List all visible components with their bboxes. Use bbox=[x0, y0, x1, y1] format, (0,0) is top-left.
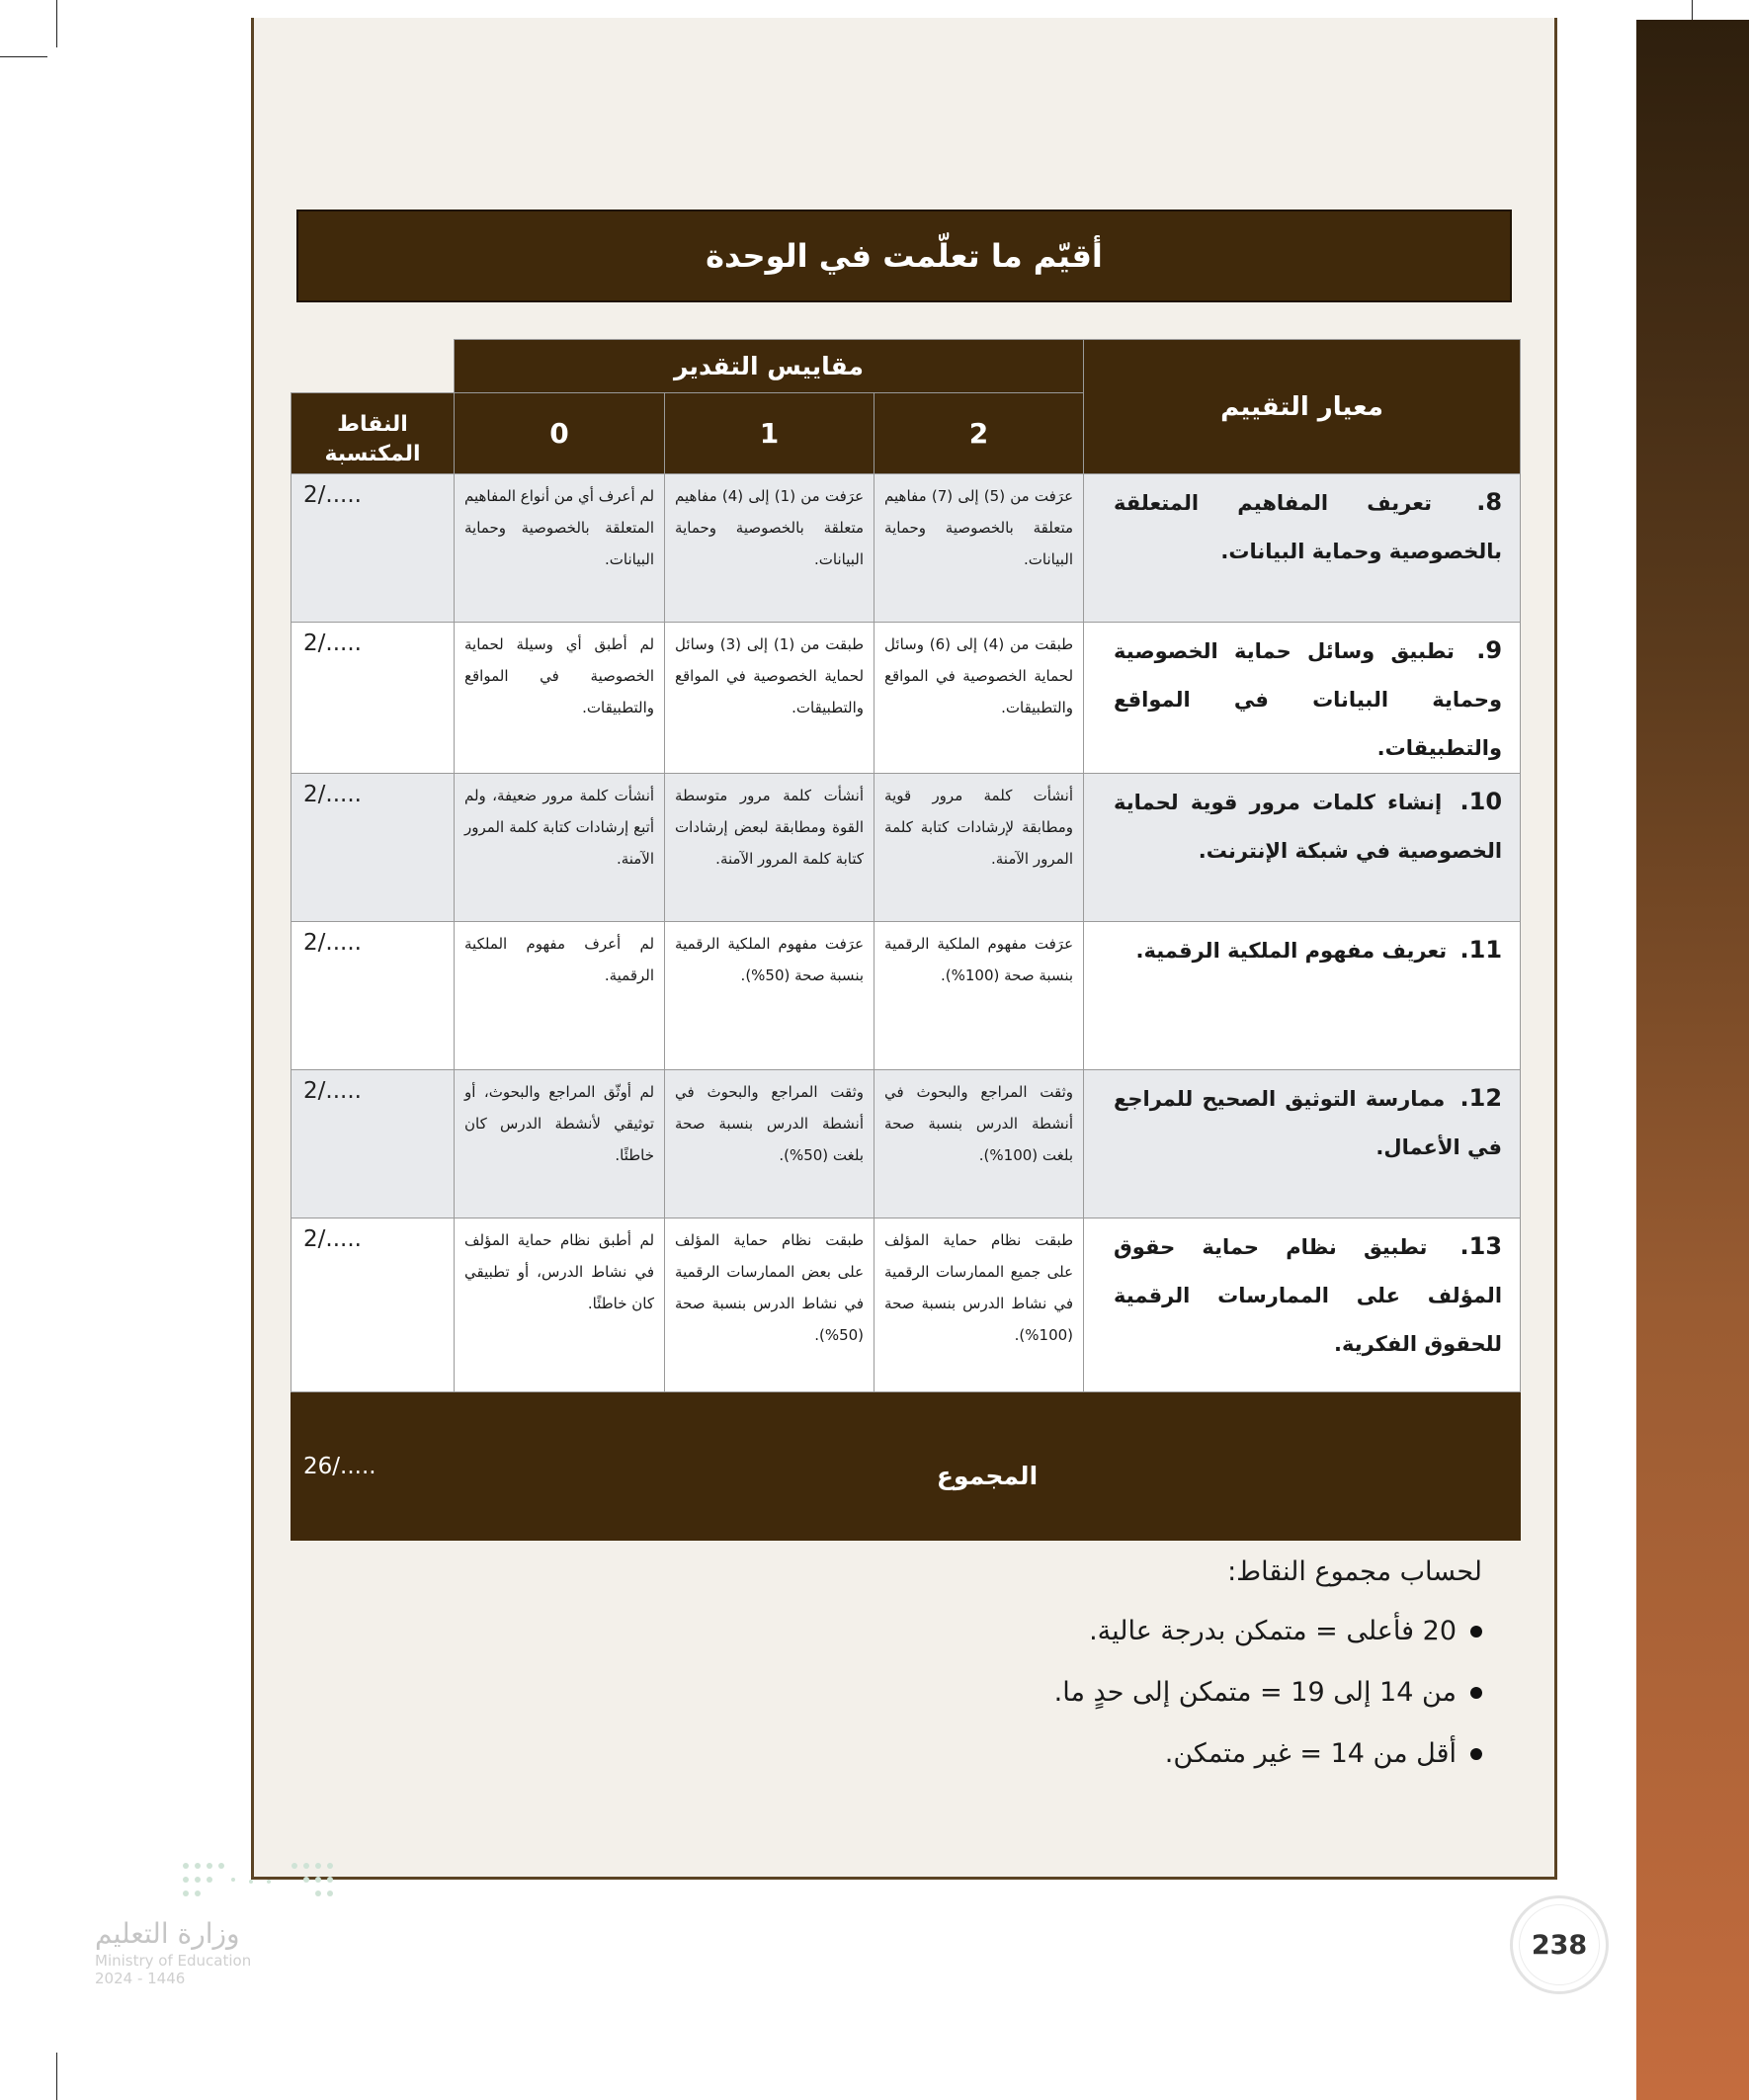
scoring-item: 20 فأعلى = متمكن بدرجة عالية. bbox=[1089, 1616, 1457, 1646]
level-0-cell: لم أطبق نظام حماية المؤلف في نشاط الدرس، أو تطبيقي كان خاطئًا. bbox=[455, 1218, 665, 1392]
table-row bbox=[292, 922, 1521, 1070]
ministry-name-ar: وزارة التعليم bbox=[95, 1917, 240, 1950]
bullet-icon bbox=[1470, 1626, 1482, 1638]
table-row bbox=[292, 1070, 1521, 1218]
table-row bbox=[292, 1218, 1521, 1392]
header-criterion: معيار التقييم bbox=[1084, 340, 1521, 474]
criterion-cell bbox=[1084, 1218, 1521, 1392]
total-row bbox=[292, 1392, 1521, 1541]
criterion-text: تعريف مفهوم الملكية الرقمية. bbox=[1135, 939, 1448, 963]
points-cell: 2/..... bbox=[292, 1070, 455, 1218]
level-1-cell: وثقت المراجع والبحوث في أنشطة الدرس بنسبة صحة بلغت (50%). bbox=[665, 1070, 874, 1218]
bullet-icon bbox=[1470, 1687, 1482, 1699]
points-cell: 2/..... bbox=[292, 1218, 455, 1392]
criterion-cell bbox=[1084, 623, 1521, 774]
crop-mark bbox=[56, 0, 57, 47]
row-number: 8. bbox=[1476, 488, 1503, 516]
criterion-text: إنشاء كلمات مرور قوية لحماية الخصوصية في شبكة الإنترنت. bbox=[1114, 791, 1503, 863]
criterion-cell bbox=[1084, 1070, 1521, 1218]
criterion-text: ممارسة التوثيق الصحيح للمراجع في الأعمال. bbox=[1114, 1087, 1503, 1159]
level-1-cell: عرَفت مفهوم الملكية الرقمية بنسبة صحة (50%). bbox=[665, 922, 874, 1070]
level-2-cell: أنشأت كلمة مرور قوية ومطابقة لإرشادات كتابة كلمة المرور الآمنة. bbox=[874, 774, 1084, 922]
table-row bbox=[292, 623, 1521, 774]
page-number-badge bbox=[1510, 1895, 1609, 1994]
header-level-0: 0 bbox=[455, 393, 665, 474]
criterion-text: تطبيق وسائل حماية الخصوصية وحماية البيانات في المواقع والتطبيقات. bbox=[1114, 639, 1503, 760]
criterion-cell bbox=[1084, 922, 1521, 1070]
header-level-2: 2 bbox=[874, 393, 1084, 474]
level-2-cell: طبقت من (4) إلى (6) وسائل لحماية الخصوصية في المواقع والتطبيقات. bbox=[874, 623, 1084, 774]
scoring-item: من 14 إلى 19 = متمكن إلى حدٍ ما. bbox=[1053, 1677, 1457, 1708]
header-points: النقاط المكتسبة bbox=[292, 393, 455, 474]
table-row bbox=[292, 774, 1521, 922]
ministry-name-en: Ministry of Education bbox=[95, 1952, 252, 1970]
scoring-item: أقل من 14 = غير متمكن. bbox=[1164, 1738, 1457, 1769]
decorative-sidebar bbox=[1636, 20, 1749, 2100]
level-0-cell: أنشأت كلمة مرور ضعيفة، ولم أتبع إرشادات كتابة كلمة المرور الآمنة. bbox=[455, 774, 665, 922]
level-0-cell: لم أعرف أي من أنواع المفاهيم المتعلقة بالخصوصية وحماية البيانات. bbox=[455, 474, 665, 623]
criterion-cell bbox=[1084, 774, 1521, 922]
bullet-icon bbox=[1470, 1748, 1482, 1760]
level-1-cell: طبقت نظام حماية المؤلف على بعض الممارسات الرقمية في نشاط الدرس بنسبة صحة (50%). bbox=[665, 1218, 874, 1392]
level-2-cell: عرَفت مفهوم الملكية الرقمية بنسبة صحة (100%). bbox=[874, 922, 1084, 1070]
criterion-text: تطبيق نظام حماية حقوق المؤلف على الممارسات الرقمية للحقوق الفكرية. bbox=[1114, 1235, 1503, 1356]
points-cell: 2/..... bbox=[292, 774, 455, 922]
total-points: 26/..... bbox=[292, 1392, 455, 1541]
total-label: المجموع bbox=[455, 1392, 1521, 1541]
logo-dots-icon bbox=[176, 1858, 344, 1905]
list-item bbox=[692, 1662, 1482, 1723]
level-2-cell: وثقت المراجع والبحوث في أنشطة الدرس بنسبة صحة بلغت (100%). bbox=[874, 1070, 1084, 1218]
points-cell: 2/..... bbox=[292, 922, 455, 1070]
header-spacer bbox=[292, 340, 455, 393]
section-banner bbox=[296, 210, 1512, 302]
level-0-cell: لم أعرف مفهوم الملكية الرقمية. bbox=[455, 922, 665, 1070]
scoring-title: لحساب مجموع النقاط: bbox=[1227, 1556, 1482, 1587]
level-2-cell: عرَفت من (5) إلى (7) مفاهيم متعلقة بالخصوصية وحماية البيانات. bbox=[874, 474, 1084, 623]
header-level-1: 1 bbox=[665, 393, 874, 474]
ministry-logo bbox=[95, 1858, 273, 1987]
row-number: 13. bbox=[1459, 1232, 1503, 1260]
scoring-guide bbox=[692, 1556, 1482, 1785]
level-2-cell: طبقت نظام حماية المؤلف على جميع الممارسات الرقمية في نشاط الدرس بنسبة صحة (100%). bbox=[874, 1218, 1084, 1392]
page-title: أقيّم ما تعلّمت في الوحدة bbox=[706, 237, 1103, 275]
row-number: 11. bbox=[1459, 936, 1503, 964]
rubric-table bbox=[291, 339, 1521, 1541]
level-0-cell: لم أوثّق المراجع والبحوث، أو توثيقي لأنشطة الدرس كان خاطئًا. bbox=[455, 1070, 665, 1218]
table-row bbox=[292, 474, 1521, 623]
level-1-cell: طبقت من (1) إلى (3) وسائل لحماية الخصوصية في المواقع والتطبيقات. bbox=[665, 623, 874, 774]
scoring-list bbox=[692, 1601, 1482, 1785]
list-item bbox=[692, 1723, 1482, 1785]
points-cell: 2/..... bbox=[292, 623, 455, 774]
ministry-year: 2024 - 1446 bbox=[95, 1970, 186, 1987]
header-scales: مقاييس التقدير bbox=[455, 340, 1084, 393]
row-number: 10. bbox=[1459, 788, 1503, 815]
list-item bbox=[692, 1601, 1482, 1662]
criterion-text: تعريف المفاهيم المتعلقة بالخصوصية وحماية البيانات. bbox=[1114, 491, 1503, 563]
points-cell: 2/..... bbox=[292, 474, 455, 623]
crop-mark bbox=[0, 56, 47, 57]
level-1-cell: أنشأت كلمة مرور متوسطة القوة ومطابقة لبعض إرشادات كتابة كلمة المرور الآمنة. bbox=[665, 774, 874, 922]
crop-mark bbox=[56, 2053, 57, 2100]
level-0-cell: لم أطبق أي وسيلة لحماية الخصوصية في المواقع والتطبيقات. bbox=[455, 623, 665, 774]
level-1-cell: عرَفت من (1) إلى (4) مفاهيم متعلقة بالخصوصية وحماية البيانات. bbox=[665, 474, 874, 623]
row-number: 9. bbox=[1476, 636, 1503, 664]
row-number: 12. bbox=[1459, 1084, 1503, 1112]
criterion-cell bbox=[1084, 474, 1521, 623]
page-number: 238 bbox=[1531, 1929, 1588, 1961]
